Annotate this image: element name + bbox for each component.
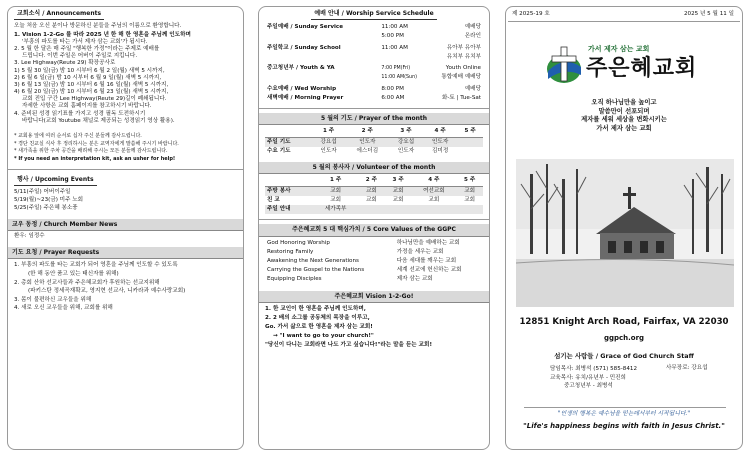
cell: 교회 (392, 196, 404, 203)
core-value-ko: 제자 삼는 교회 (396, 276, 433, 283)
cell: 인도자 (346, 137, 389, 147)
staff-header: 섬기는 사람들 / Grace of God Church Staff (554, 352, 694, 360)
worship-time: 7:00 PM(Fri) (381, 65, 411, 71)
week-header: 4 주 (423, 127, 457, 137)
church-website[interactable]: ggpch.org (603, 334, 645, 342)
announcements-header: 교회소식 / Announcements (14, 9, 104, 20)
cell: 인도자 (397, 147, 415, 154)
announcement-note: * 교회용 앞에 여러 순서로 십자 주신 분들께 감사드립니다. (14, 132, 142, 139)
week-header: 2 주 (346, 127, 389, 137)
worship-row (265, 32, 483, 42)
cell: 교회 (456, 186, 483, 196)
staff-line: 중고청년부 - 최병석 (564, 383, 613, 390)
issue-number: 제 2025-19 호 (512, 11, 550, 17)
announcement-item: 2) 6 월 6 일(금) 밤 10 시부터 6 월 9 일(월) 새벽 5 시까지, (14, 74, 162, 81)
announcement-item: 1. Vision 1-2-Go 를 따라 2025 년 한 해 한 영혼을 주님께 인도하며 (14, 31, 191, 38)
worship-place: 예배당 (464, 85, 481, 92)
announcement-item: 4) 6 월 20 일(금) 밤 10 시부터 6 월 23 일(월) 새벽 5 시까지, (14, 89, 169, 96)
row-label: 수요 기도 (267, 147, 291, 154)
members-header: 교우 동정 / Church Member News (8, 219, 243, 232)
announcements-list (14, 32, 237, 125)
core-value-row (265, 266, 483, 275)
quote-english: "Life's happiness begins with faith in Jesus Christ." (523, 422, 725, 430)
cell: 세가족부 (313, 205, 358, 214)
worship-place: Youth Online (445, 65, 481, 72)
announcement-note: * 경단 친교실 식사 후 정리하시는 분은 교역자에게 말씀해 주시기 바랍니다. (14, 140, 179, 147)
core-value-en: Carrying the Gospel to the Nations (267, 267, 365, 274)
cell: 교회 (358, 186, 385, 196)
member-item: 환우: 임정수 (14, 233, 45, 240)
worship-place: 통합예배 예배당 (441, 74, 481, 81)
mission-line: 오직 하나님만을 높이고 (591, 99, 657, 106)
prayer-item: 3. 몸이 불편하신 교우들을 위해 (14, 296, 92, 303)
cell: 인도자 (320, 147, 337, 154)
week-header: 3 주 (389, 127, 423, 137)
prayer-item: 2. 총회 산하 선교사들과 주은혜교회가 후원하는 선교지위해 (14, 279, 160, 286)
events-header: 행사 / Upcoming Events (14, 175, 97, 186)
announcement-item: 3) 6 월 13 일(금) 밤 10 시부터 6 월 16 일(월) 새벽 5 시까지, (14, 81, 169, 88)
prayer-item: 1. 부흥의 파도를 타는 교회가 되어 영혼을 주님께 인도할 수 있도록 (14, 262, 178, 269)
week-header: 5 주 (457, 127, 483, 137)
announcements-intro (14, 23, 237, 30)
volunteer-row (265, 196, 483, 205)
volunteer-header: 5 월의 봉사자 / Volunteer of the month (259, 162, 489, 175)
events-list (14, 188, 237, 213)
worship-name (265, 32, 361, 42)
worship-time: 11:00 AM (381, 24, 408, 31)
core-value-row (265, 248, 483, 257)
week-header: 2 주 (358, 176, 385, 186)
announcement-note: * 새가족을 위한 주차 공간을 배려해 주시는 모든 분들께 감사드립니다. (14, 148, 168, 155)
cell: 김미정 (432, 147, 449, 154)
volunteer-row (265, 205, 483, 214)
core-value-en: Equipping Disciples (267, 276, 322, 283)
core-value-row (265, 275, 483, 284)
cell: 교회 (385, 186, 412, 196)
core-value-en: God Honoring Worship (267, 239, 330, 246)
worship-place: 유아부 유아부 (446, 44, 481, 51)
core-value-ko: 하나님만을 예배하는 교회 (396, 239, 460, 246)
vision-line: Go. 가서 삶으로 한 영혼을 제자 삼는 교회! (265, 324, 373, 331)
worship-name: 수요예배 / Wed Worship (267, 85, 337, 92)
vision-line: → "I want to go to your church!" (273, 333, 374, 340)
cell: 인도자 (423, 137, 457, 147)
worship-row (265, 73, 483, 83)
worship-time: 8:00 PM (381, 85, 404, 92)
core-value-en: Awakening the Next Generations (267, 258, 359, 265)
cell: 강요섭 (312, 137, 346, 147)
cover-panel (505, 6, 743, 450)
church-photo (516, 159, 734, 307)
cell (385, 205, 412, 214)
week-header: 3 주 (385, 176, 412, 186)
core-value-ko: 세계 선교에 헌신하는 교회 (396, 267, 462, 274)
cell (457, 137, 483, 147)
announcement-item: 교회 진입 구간 Lee Highway(Reute 29)길이 폐쇄됩니다. (22, 96, 167, 103)
cross-logo-icon (544, 45, 584, 85)
core-value-row (265, 239, 483, 248)
cell: 교회 (313, 186, 358, 196)
vision-line: "당신이 다니는 교회라면 나도 가고 싶습니다!"라는 말을 듣는 교회! (265, 341, 433, 348)
announcement-item: 3. Lee Highway(Reute 29) 확장공사로 (14, 60, 116, 67)
worship-row (265, 53, 483, 63)
mission-line: 가서 제자 삼는 교회 (596, 124, 652, 132)
event-item: 5/25(주일) 주은혜 봉소풍 (14, 205, 78, 212)
announcement-note: * If you need an interpretation kit, ask an usher for help! (14, 156, 176, 163)
worship-place: 온라인 (464, 33, 481, 40)
week-header: 1 주 (313, 176, 358, 186)
staff-line: 교육목사: 유치/유년부 - 민진희 (550, 374, 626, 381)
worship-time (361, 53, 430, 63)
cell (411, 205, 456, 214)
cell: 강요섭 (389, 137, 423, 147)
announcements-panel (7, 6, 244, 450)
announcement-item: '부흥의 파도를 타는 가서 제자 삼는 교회'가 됩시다. (22, 38, 148, 45)
staff-line: 담임목사: 최병석 (571) 585-8412 (550, 366, 638, 372)
announcement-item: 4. 준비된 성경 읽기표를 가지고 성경 필독 도전하시기 (14, 110, 146, 117)
worship-row (265, 63, 483, 73)
mission-statement (506, 99, 742, 133)
week-header: 1 주 (312, 127, 346, 137)
cell (358, 205, 385, 214)
issue-date: 2025 년 5 월 11 일 (683, 11, 734, 17)
prayer-item: (파키스탄 정세곡재확교, 영지현 선교사, 니카라과 예수사랑교회) (28, 288, 186, 295)
week-header: 5 주 (456, 176, 483, 186)
row-label: 주방 봉사 (265, 186, 313, 196)
announcement-item: 드립니다. 이번 주일은 어버이 주일로 지킵니다. (22, 53, 138, 60)
church-slogan: 가서 제자 삼는 교회 (588, 45, 650, 53)
announcement-item: 바랍니다(교회 Youtube 채널로 제공되는 성경읽기 영상 활용). (22, 117, 175, 124)
core-value-ko: 가정을 세우는 교회 (396, 248, 444, 255)
vision-header: 주은혜교회 Vision 1-2-Go! (259, 291, 489, 304)
schedule-panel (258, 6, 490, 450)
announcement-item: 2. 5 월 한 달은 매 주일 "행복한 가정"이라는 주제로 예배를 (14, 46, 160, 53)
mission-line: 말씀만이 선포되며 (598, 107, 650, 115)
worship-place: 유치부 유치부 (446, 53, 481, 60)
worship-name: 주일예배 / Sunday Service (267, 24, 344, 31)
worship-time: 5:00 PM (381, 33, 404, 40)
prayer-requests-list (8, 259, 243, 315)
church-name: 주은혜교회 (586, 56, 698, 81)
mission-line: 제자를 세워 세상을 변화시키는 (581, 116, 667, 123)
announcements-notes (14, 133, 237, 164)
staff-list (550, 365, 637, 391)
week-header: 4 주 (411, 176, 456, 186)
church-building-image (516, 159, 734, 307)
prayer-month-row (265, 137, 483, 147)
cell: 교회 (464, 196, 476, 203)
worship-place: 화-토 | Tue-Sat (441, 94, 481, 101)
worship-name: 주일학교 / Sunday School (267, 44, 341, 51)
core-value-row (265, 257, 483, 266)
cell: 교회 (330, 196, 342, 203)
worship-name (265, 73, 361, 83)
announcement-line: 오늘 처음 오신 분이나 방문하신 분들을 주님의 이름으로 환영합니다. (14, 22, 182, 29)
prayer-month-table (265, 127, 483, 155)
worship-header: 예배 안내 / Worship Service Schedule (311, 9, 436, 20)
announcement-item: 자세한 사항은 교회 홈페이지를 참고하시기 바랍니다. (22, 103, 152, 110)
event-item: 5/11(주일) 어버이주일 (14, 188, 71, 195)
row-label: 친 교 (267, 196, 280, 203)
cell (456, 205, 483, 214)
worship-time: 11:00 AM (381, 44, 408, 51)
row-label: 주일 기도 (265, 137, 312, 147)
members-list (8, 231, 243, 242)
cell: 여선교회 (411, 186, 456, 196)
worship-row (265, 84, 483, 94)
worship-time: 6:00 AM (381, 94, 405, 101)
church-address: 12851 Knight Arch Road, Fairfax, VA 22030 (519, 317, 729, 327)
worship-name: 중고청년부 / Youth & YA (267, 65, 335, 72)
worship-row (265, 24, 483, 33)
worship-schedule-table (265, 24, 483, 103)
cell (457, 147, 483, 156)
volunteer-table (265, 176, 483, 214)
cell: 에스더김 (356, 147, 379, 154)
cell: 교회 (428, 196, 440, 203)
volunteer-row (265, 186, 483, 196)
worship-row (265, 43, 483, 53)
core-values-header: 주은혜교회 5 대 핵심가치 / 5 Core Values of the GGPC (259, 224, 489, 237)
worship-name: 새벽예배 / Morning Prayer (267, 94, 344, 101)
vision-list (259, 303, 489, 352)
vision-line: 2. 2 배의 소그룹 공동체의 목장을 이루고, (265, 315, 370, 322)
prayer-month-row (265, 147, 483, 156)
cell: 교회 (366, 196, 377, 203)
core-values-table (265, 239, 483, 285)
prayer-item: 4. 새로 오신 교우들을 위해, 교회를 위해 (14, 305, 113, 312)
worship-name (265, 53, 361, 63)
core-value-en: Restoring Family (267, 248, 314, 255)
worship-place: 예배당 (464, 24, 481, 31)
announcement-item: 1) 5 월 30 일(금) 밤 10 시부터 6 월 2 일(월) 새벽 5 시까지, (14, 67, 165, 74)
core-value-ko: 다음 세대를 깨우는 교회 (396, 258, 457, 265)
church-logo (506, 29, 742, 89)
worship-row (265, 94, 483, 103)
row-label: 주일 안내 (265, 205, 313, 214)
event-item: 5/19(월)~23(금) 미주 노회 (14, 196, 84, 203)
staff-elder: 사무장로: 강요섭 (666, 365, 708, 371)
worship-time: 11:00 AM(Sun) (381, 74, 417, 80)
prayer-requests-header: 기도 요청 / Prayer Requests (8, 247, 243, 260)
prayer-month-header: 5 월의 기도 / Prayer of the month (259, 113, 489, 126)
vision-line: 1. 한 교인이 한 영혼을 주님께 인도하며, (265, 306, 366, 313)
quote-korean: "인생의 행복은 예수님을 믿는데서부터 시작됩니다." (557, 411, 691, 417)
prayer-item: (한 해 동안 품고 있는 태신자를 위해) (28, 270, 119, 277)
